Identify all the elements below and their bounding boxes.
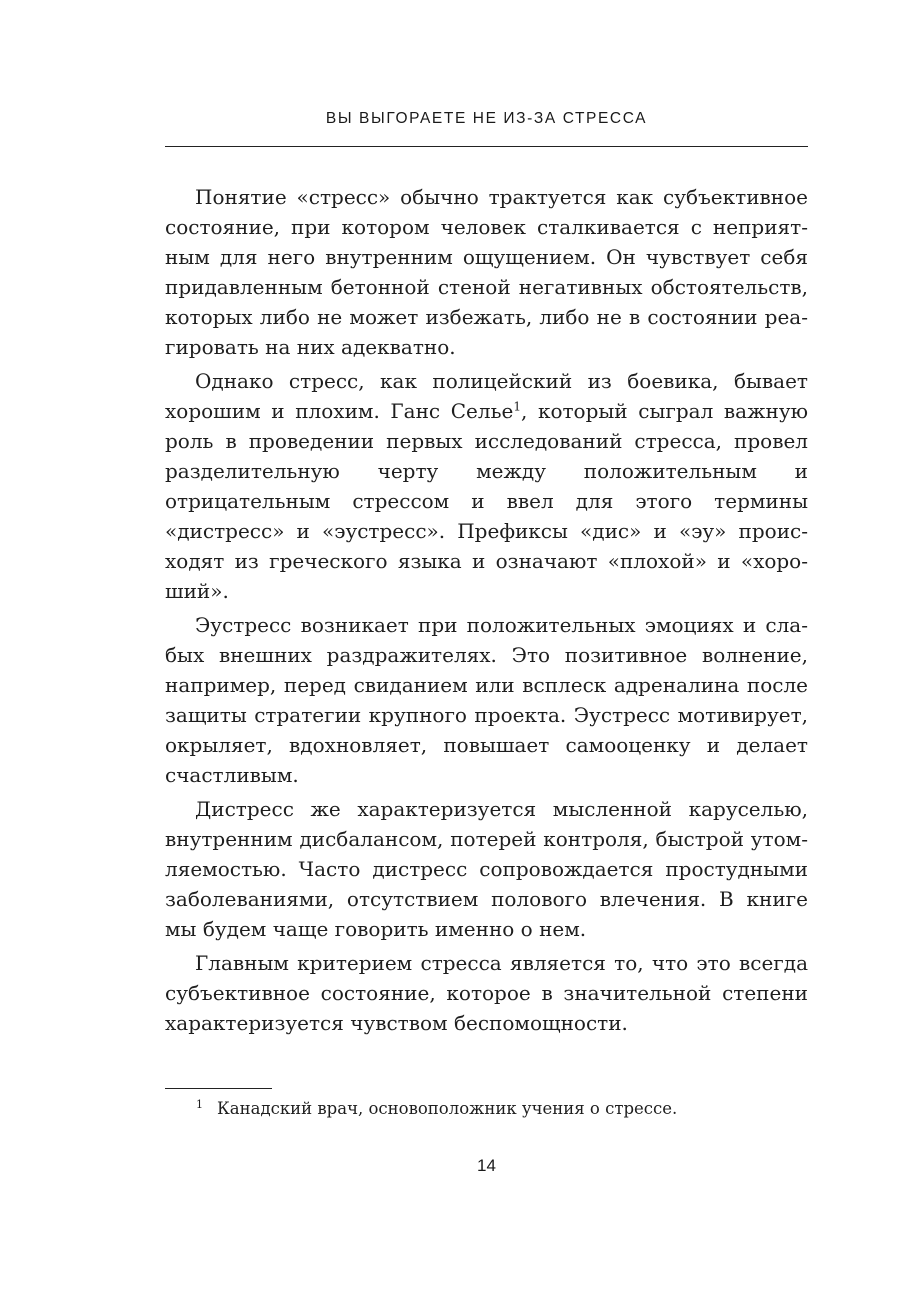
header-rule [165,146,808,147]
footnote-rule [165,1088,272,1089]
paragraph-2 [165,366,808,606]
footnote [196,1097,808,1121]
paragraph-2-part-1: Однако стресс, как полицейский из боевика, бывает хорошим и плохим. Ганс Селье [165,369,808,423]
paragraph-2-part-2: , который сыграл важную роль в проведении первых исследований стресса, провел разделительную черту между положительным и отрицательным стрессом и ввел для этого термины «дистресс» и «эустресс». Префиксы «дис» и «эу» происходят из греческого языка и означают «плохой» и «хороший». [165,399,809,603]
paragraph-1: Понятие «стресс» обычно трактуется как субъективное состояние, при котором человек сталкивается с неприятным для него внутренним ощущением. Он чувствует себя придавленным бетонной стеной негативных обстоятельств, которых либо не может избежать, либо не в состоянии реагировать на них адекватно. [165,185,808,359]
paragraph-3: Эустресс возникает при положительных эмоциях и слабых внешних раздражителях. Это позитивное волнение, например, перед свиданием или всплеск адреналина после защиты стратегии крупного проекта. Эустресс мотивирует, окрыляет, вдохновляет, повышает самооценку и делает счастливым. [165,613,808,787]
footnote-text: Канадский врач, основоположник учения о стрессе. [217,1099,678,1118]
running-head: ВЫ ВЫГОРАЕТЕ НЕ ИЗ-ЗА СТРЕССА [325,110,648,127]
footnote-mark: 1 [196,1097,203,1111]
body-text [165,182,808,1042]
footnote-reference: 1 [513,399,521,414]
paragraph-5: Главным критерием стресса является то, что это всегда субъективное состояние, которое в значительной степени характеризуется чувством беспомощности. [165,951,808,1035]
page-number: 14 [477,1156,496,1175]
paragraph-4: Дистресс же характеризуется мысленной каруселью, внутренним дисбалансом, потерей контроля, быстрой утомляемостью. Часто дистресс сопровождается простудными заболеваниями, отсутствием полового влечения. В книге мы будем чаще говорить именно о нем. [165,797,808,941]
